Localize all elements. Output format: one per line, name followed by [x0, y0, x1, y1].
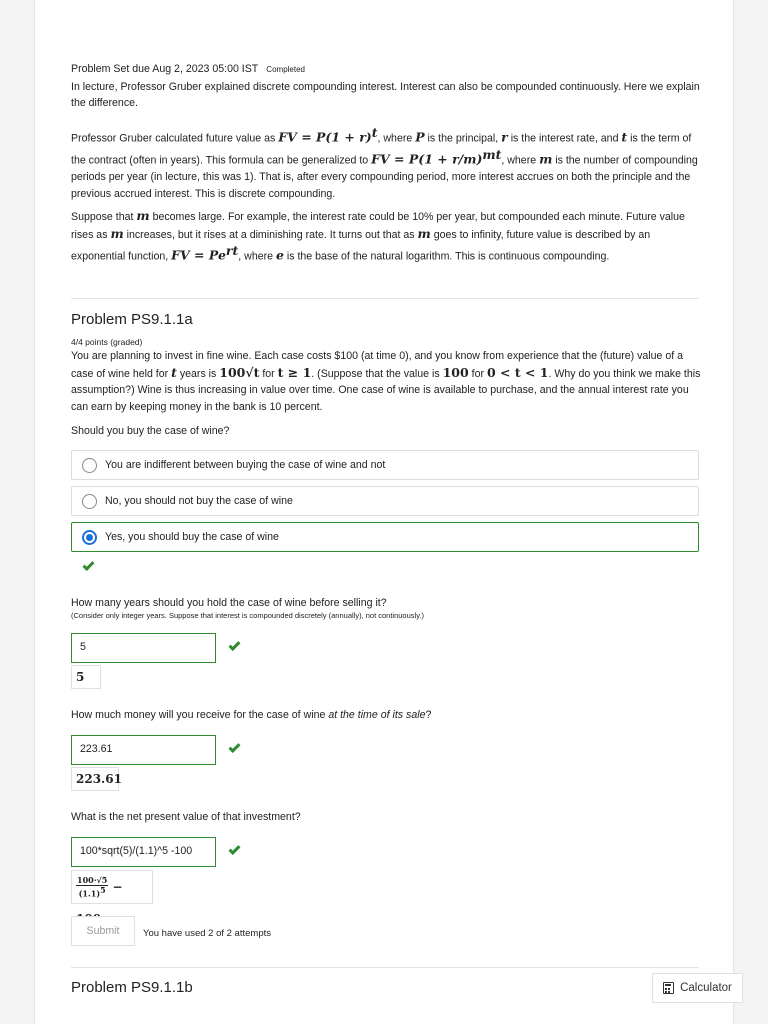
correct-check-icon — [228, 741, 240, 753]
radio-no[interactable] — [82, 494, 97, 509]
intro-text-2: Professor Gruber calculated future value as FV = $P(1 + r)^t$, where P is the principal, r is the interest rate, and t is the term of the contract (often in years). This formula can be generalized to FV = $P(1 + r/m)^{mt}$, where m is the number of compounding periods per year (in lecture, this was 1). That is, after every compounding period, more interest accrues on both the principle and the previous accrued interest. This is discrete compounding. — [71, 125, 698, 200]
intro-text-1: In lecture, Professor Gruber explained discrete compounding interest. Interest can also be compounded continuously. Here we explain the difference. — [71, 80, 700, 109]
choice-indifferent[interactable] — [71, 450, 699, 480]
radio-yes[interactable] — [82, 530, 97, 545]
calculator-label: Calculator — [680, 982, 732, 994]
choice-label: Yes, you should buy the case of wine — [105, 531, 279, 543]
npv-fraction: $\frac{100\cdot√5}{(1.1)^5}$ — [77, 875, 108, 899]
years-preview: 5 — [71, 665, 101, 689]
problem-b-title: Problem PS9.1.1b — [71, 979, 193, 996]
correct-check-icon — [82, 559, 94, 571]
correct-check-icon — [228, 843, 240, 855]
question-npv: What is the net present value of that investment? — [71, 811, 301, 823]
intro-text-3: Suppose that m becomes large. For example, the interest rate could be 10% per year, but compounded each minute. Future value rises as m increases, but it rises at a diminishing rate. It turns out that as m goes to infinity, future value is described by an exponential function, FV = $Pe^{rt}$, where e is the base of the natural logarithm. This is continuous compounding. — [71, 208, 685, 263]
points-label: 4/4 points (graded) — [71, 337, 143, 347]
npv-input[interactable]: 100*sqrt(5)/(1.1)^5 -100 — [71, 837, 216, 867]
npv-preview: $\frac{100\cdot√5}{(1.1)^5}$ − — [71, 870, 153, 904]
question-years-note: (Consider only integer years. Suppose that interest is compounded discretely (annually), not continuously.) — [71, 611, 424, 620]
problem-a-title: Problem PS9.1.1a — [71, 311, 193, 328]
question-money: How much money will you receive for the case of wine at the time of its sale? — [71, 709, 432, 721]
attempts-label: You have used 2 of 2 attempts — [143, 928, 271, 939]
completion-status: Completed — [266, 65, 305, 74]
section-divider — [71, 298, 699, 299]
calculator-icon — [663, 982, 674, 994]
due-date: Problem Set due Aug 2, 2023 05:00 IST — [71, 63, 259, 75]
calculator-button[interactable] — [652, 973, 743, 1003]
submit-button[interactable]: Submit — [71, 916, 135, 946]
money-preview: 223.61 — [71, 767, 119, 791]
choice-yes[interactable] — [71, 522, 699, 552]
years-input[interactable]: 5 — [71, 633, 216, 663]
question-years: How many years should you hold the case of wine before selling it? — [71, 597, 387, 609]
choice-label: You are indifferent between buying the case of wine and not — [105, 459, 386, 471]
due-line — [71, 61, 305, 79]
choice-no[interactable] — [71, 486, 699, 516]
money-input[interactable]: 223.61 — [71, 735, 216, 765]
correct-check-icon — [228, 639, 240, 651]
problem-description: You are planning to invest in fine wine. Each case costs $100 (at time 0), and you know from experience that the (future) value of a case of wine held for t years is 100√t for t ≥ 1. (Suppose that the value is 100 for 0 < t < 1. Why do you think we make this assumption?) Wine is thus increasing in value over time. One case of wine is available to purchase, and the annual interest rate you can earn by keeping money in the bank is 10 percent. — [71, 350, 701, 413]
question-buy: Should you buy the case of wine? — [71, 425, 230, 437]
intro-block — [71, 61, 701, 112]
choice-label: No, you should not buy the case of wine — [105, 495, 293, 507]
section-divider — [71, 967, 699, 968]
radio-indifferent[interactable] — [82, 458, 97, 473]
course-page — [34, 0, 734, 1024]
